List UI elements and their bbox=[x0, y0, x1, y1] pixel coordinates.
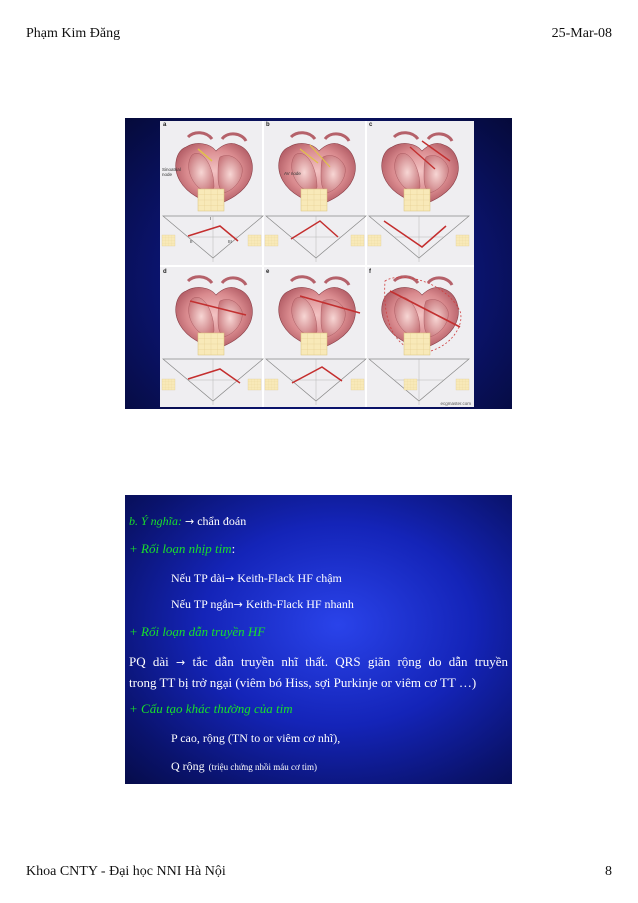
conduction-title: + Rối loạn dẫn truyền HF bbox=[129, 624, 266, 639]
pr-long-line bbox=[171, 571, 342, 586]
header-date: 25-Mar-08 bbox=[551, 26, 612, 41]
q-wave-note: (triệu chứng nhồi máu cơ tim) bbox=[208, 762, 318, 772]
pq-line-1 bbox=[129, 652, 508, 673]
av-node-label: AV node bbox=[284, 171, 301, 176]
lead-label-iii: III bbox=[228, 239, 232, 244]
q-wave-line bbox=[171, 757, 317, 775]
footer-page-number: 8 bbox=[605, 864, 612, 879]
structure-title: + Cấu tạo khác thường của tim bbox=[129, 701, 293, 716]
q-wave-text: Q rộng bbox=[171, 759, 205, 773]
pq-line-1-start: PQ dài bbox=[129, 654, 169, 669]
arrhythmia-title: + Rối loạn nhịp tim bbox=[129, 541, 232, 556]
pr-short-line bbox=[171, 597, 354, 612]
figure-credit: ecgmaster.com bbox=[440, 401, 471, 406]
conduction-heading bbox=[129, 624, 265, 640]
sa-node-label: Sinoatrial node bbox=[162, 167, 181, 177]
arrhythmia-colon: : bbox=[231, 541, 236, 556]
heart-diagrams-illustration bbox=[160, 121, 474, 407]
arrow-icon: → bbox=[185, 515, 195, 528]
pq-line-2: trong TT bị trở ngại (viêm bó Hiss, sợi Purkinje or viêm cơ TT …) bbox=[129, 675, 477, 690]
lead-label-ii: II bbox=[190, 239, 193, 244]
heading-text: chẩn đoán bbox=[197, 514, 247, 528]
heading-line bbox=[129, 514, 246, 529]
arrow-icon: → bbox=[225, 572, 235, 585]
panel-label-c: c bbox=[369, 122, 373, 128]
pr-short-result: Keith-Flack HF nhanh bbox=[245, 597, 354, 611]
pr-long-text: Nếu TP dài bbox=[171, 571, 225, 585]
header-author: Phạm Kim Đăng bbox=[26, 26, 121, 41]
panel-label-a: a bbox=[163, 122, 167, 128]
slide-heart-figure bbox=[125, 118, 512, 409]
p-wave-line: P cao, rộng (TN to or viêm cơ nhĩ), bbox=[171, 731, 341, 745]
pr-long-result: Keith-Flack HF chậm bbox=[237, 571, 342, 585]
panel-label-f: f bbox=[369, 269, 371, 275]
arrow-icon: → bbox=[233, 598, 243, 611]
lead-label-i: I bbox=[210, 216, 212, 221]
panel-label-d: d bbox=[163, 269, 167, 275]
pq-line-1-end: tắc dẫn truyền nhĩ thất. QRS giãn rộng do dẫn truyền bbox=[192, 654, 509, 669]
structure-heading bbox=[129, 701, 293, 717]
pq-paragraph bbox=[129, 652, 508, 693]
arrow-icon: → bbox=[176, 656, 186, 669]
panel-label-b: b bbox=[266, 122, 270, 128]
arrhythmia-heading bbox=[129, 541, 235, 557]
pr-short-text: Nếu TP ngắn bbox=[171, 597, 234, 611]
heart-conduction-figure bbox=[160, 121, 474, 407]
slide-ecg-significance bbox=[125, 495, 512, 784]
footer-institution: Khoa CNTY - Đại học NNI Hà Nội bbox=[26, 864, 226, 879]
heading-label: b. Ý nghĩa: bbox=[129, 514, 183, 528]
panel-label-e: e bbox=[266, 269, 270, 275]
